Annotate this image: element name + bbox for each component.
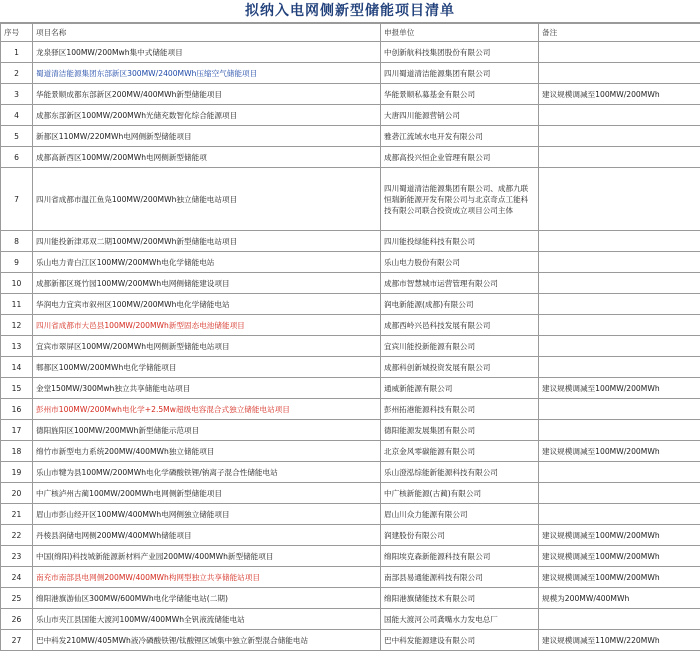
project-name: 绵竹市新型电力系统200MW/400MWh独立储能项目 <box>33 441 381 462</box>
project-name: 郫都区100MW/200MWh电化学储能项目 <box>33 357 381 378</box>
remark: 建议规模调减至100MW/200MWh <box>539 84 700 105</box>
row-number: 18 <box>1 441 33 462</box>
table-row <box>1 294 700 315</box>
applicant-unit: 通威新能源有限公司 <box>381 378 539 399</box>
project-name: 华润电力宜宾市叙州区100MW/200MWh电化学储能电站 <box>33 294 381 315</box>
applicant-unit: 华能景顺私募基金有限公司 <box>381 84 539 105</box>
applicant-unit: 彭州拓港能源科技有限公司 <box>381 399 539 420</box>
project-name: 金堂150MW/300Mwh独立共享储能电站项目 <box>33 378 381 399</box>
table-row <box>1 42 700 63</box>
row-number: 26 <box>1 609 33 630</box>
remark <box>539 315 700 336</box>
project-name: 成都东部新区100MW/200MWh光储充数智化综合能源项目 <box>33 105 381 126</box>
remark <box>539 273 700 294</box>
remark <box>539 63 700 84</box>
applicant-unit: 四川能投绿能科技有限公司 <box>381 231 539 252</box>
project-name: 南充市南部县电网侧200MW/400MWh构网型独立共享储能站项目 <box>33 567 381 588</box>
row-number: 23 <box>1 546 33 567</box>
remark: 建议规模调减至100MW/200MWh <box>539 378 700 399</box>
row-number: 6 <box>1 147 33 168</box>
applicant-unit: 成都西岭兴邑科技发展有限公司 <box>381 315 539 336</box>
project-name: 眉山市彭山经开区100MW/400MWh电网侧独立储能项目 <box>33 504 381 525</box>
remark <box>539 483 700 504</box>
row-number: 24 <box>1 567 33 588</box>
project-name: 华能景顺成都东部新区200MW/400MWh新型储能项目 <box>33 84 381 105</box>
row-number: 2 <box>1 63 33 84</box>
applicant-unit: 眉山川众力能源有限公司 <box>381 504 539 525</box>
row-number: 11 <box>1 294 33 315</box>
applicant-unit: 中创新航科技集团股份有限公司 <box>381 42 539 63</box>
table-row <box>1 399 700 420</box>
table-body <box>1 42 700 651</box>
remark <box>539 462 700 483</box>
remark <box>539 126 700 147</box>
applicant-unit: 中广核新能源(古蔺)有限公司 <box>381 483 539 504</box>
row-number: 9 <box>1 252 33 273</box>
row-number: 3 <box>1 84 33 105</box>
row-number: 15 <box>1 378 33 399</box>
row-number: 7 <box>1 168 33 231</box>
remark <box>539 147 700 168</box>
project-name: 成都新都区斑竹园100MW/200MWh电网侧储能建设项目 <box>33 273 381 294</box>
project-name: 乐山市犍为县100MW/200MWh电化学磷酸铁锂/钠离子混合性储能电站 <box>33 462 381 483</box>
header-applicant: 申报单位 <box>381 24 539 42</box>
row-number: 16 <box>1 399 33 420</box>
table-row <box>1 105 700 126</box>
header-row <box>1 24 700 42</box>
table-row <box>1 420 700 441</box>
remark: 建议规模调减至100MW/200MWh <box>539 567 700 588</box>
project-name: 宜宾市翠屏区100MW/200MWh电网侧新型储能电站项目 <box>33 336 381 357</box>
project-name: 新都区110MW/220MWh电网侧新型储能项目 <box>33 126 381 147</box>
table-row <box>1 483 700 504</box>
applicant-unit: 乐山澄泓综能新能源科技有限公司 <box>381 462 539 483</box>
row-number: 12 <box>1 315 33 336</box>
project-name: 巴中科发210MW/405MWh液冷磷酸铁锂/钛酸锂区域集中独立新型混合储能电站 <box>33 630 381 651</box>
remark <box>539 42 700 63</box>
header-no: 序号 <box>1 24 33 42</box>
remark <box>539 420 700 441</box>
remark: 建议规模调减至100MW/200MWh <box>539 525 700 546</box>
applicant-unit: 国能大渡河公司龚嘴水力发电总厂 <box>381 609 539 630</box>
project-name: 绵阳港旗游仙区300MW/600MWh电化学储能电站(二期) <box>33 588 381 609</box>
applicant-unit: 四川蜀道清洁能源集团有限公司 <box>381 63 539 84</box>
remark <box>539 609 700 630</box>
row-number: 4 <box>1 105 33 126</box>
remark <box>539 357 700 378</box>
remark: 建议规模调减至100MW/200MWh <box>539 546 700 567</box>
table-row <box>1 336 700 357</box>
table-row <box>1 546 700 567</box>
table-row <box>1 609 700 630</box>
remark: 建议规模调减至110MW/220MWh <box>539 630 700 651</box>
project-name: 中广核泸州古蔺100MW/200MWh电网侧新型储能项目 <box>33 483 381 504</box>
applicant-unit: 润电新能源(成都)有限公司 <box>381 294 539 315</box>
project-name: 丹棱县润储电网侧200MW/400MWh储能项目 <box>33 525 381 546</box>
table-row <box>1 462 700 483</box>
project-name: 蜀道清洁能源集团东部新区300MW/2400MWh压缩空气储能项目 <box>33 63 381 84</box>
project-name: 彭州市100MW/200Mwh电化学+2.5Mw超级电容混合式独立储能电站项目 <box>33 399 381 420</box>
row-number: 19 <box>1 462 33 483</box>
row-number: 8 <box>1 231 33 252</box>
applicant-unit: 成都高投兴恒企业管理有限公司 <box>381 147 539 168</box>
applicant-unit: 绵阳港旗储能技术有限公司 <box>381 588 539 609</box>
remark <box>539 504 700 525</box>
applicant-unit: 四川蜀道清洁能源集团有限公司、成都九联恒瑞新能源开发有限公司与北京奇点工能科技有限公司联合投资成立项目公司主体 <box>381 168 539 231</box>
row-number: 10 <box>1 273 33 294</box>
project-name: 乐山市夹江县国能大渡河100MW/400MWh全钒液流储能电站 <box>33 609 381 630</box>
row-number: 1 <box>1 42 33 63</box>
row-number: 13 <box>1 336 33 357</box>
applicant-unit: 乐山电力股份有限公司 <box>381 252 539 273</box>
table-row <box>1 231 700 252</box>
row-number: 25 <box>1 588 33 609</box>
table-row <box>1 567 700 588</box>
applicant-unit: 大唐四川能源营销公司 <box>381 105 539 126</box>
table-row <box>1 63 700 84</box>
table-row <box>1 441 700 462</box>
project-name: 中国(绵阳)科技城新能源新材料产业园200MW/400MWh新型储能项目 <box>33 546 381 567</box>
remark <box>539 252 700 273</box>
row-number: 5 <box>1 126 33 147</box>
applicant-unit: 雅砻江流域水电开发有限公司 <box>381 126 539 147</box>
project-name: 乐山电力青白江区100MW/200MWh电化学储能电站 <box>33 252 381 273</box>
remark: 规模为200MW/400MWh <box>539 588 700 609</box>
applicant-unit: 成都科创新城投资发展有限公司 <box>381 357 539 378</box>
table-row <box>1 273 700 294</box>
table-row <box>1 630 700 651</box>
project-name: 四川能投新津邓双二期100MW/200MWh新型储能电站项目 <box>33 231 381 252</box>
remark <box>539 168 700 231</box>
applicant-unit: 润建股份有限公司 <box>381 525 539 546</box>
remark <box>539 399 700 420</box>
row-number: 21 <box>1 504 33 525</box>
applicant-unit: 德阳能源发展集团有限公司 <box>381 420 539 441</box>
project-name: 四川省成都市温江鱼凫100MW/200MWh独立储能电站项目 <box>33 168 381 231</box>
header-project-name: 项目名称 <box>33 24 381 42</box>
project-name: 四川省成都市大邑县100MW/200MWh新型固态电池储能项目 <box>33 315 381 336</box>
row-number: 17 <box>1 420 33 441</box>
row-number: 14 <box>1 357 33 378</box>
header-note: 备注 <box>539 24 700 42</box>
remark: 建议规模调减至100MW/200MWh <box>539 441 700 462</box>
remark <box>539 105 700 126</box>
row-number: 27 <box>1 630 33 651</box>
table-row <box>1 357 700 378</box>
table-row <box>1 147 700 168</box>
remark <box>539 231 700 252</box>
project-name: 龙泉驿区100MW/200Mwh集中式储能项目 <box>33 42 381 63</box>
table-row <box>1 168 700 231</box>
row-number: 20 <box>1 483 33 504</box>
document-title: 拟纳入电网侧新型储能项目清单 <box>0 0 700 23</box>
applicant-unit: 巴中科发能源建设有限公司 <box>381 630 539 651</box>
applicant-unit: 绵阳埃克森新能源科技有限公司 <box>381 546 539 567</box>
table-row <box>1 378 700 399</box>
project-list-table <box>0 23 700 651</box>
applicant-unit: 南部县易通能源科技有限公司 <box>381 567 539 588</box>
row-number: 22 <box>1 525 33 546</box>
table-row <box>1 588 700 609</box>
table-row <box>1 315 700 336</box>
applicant-unit: 宜宾川能投新能源有限公司 <box>381 336 539 357</box>
table-row <box>1 525 700 546</box>
applicant-unit: 北京金风零碳能源有限公司 <box>381 441 539 462</box>
project-name: 德阳旌阳区100MW/200MWh新型储能示范项目 <box>33 420 381 441</box>
table-row <box>1 126 700 147</box>
applicant-unit: 成都市智慧城市运营管理有限公司 <box>381 273 539 294</box>
remark <box>539 336 700 357</box>
remark <box>539 294 700 315</box>
table-row <box>1 252 700 273</box>
project-name: 成都高新西区100MW/200MWh电网侧新型储能项 <box>33 147 381 168</box>
table-row <box>1 84 700 105</box>
table-row <box>1 504 700 525</box>
